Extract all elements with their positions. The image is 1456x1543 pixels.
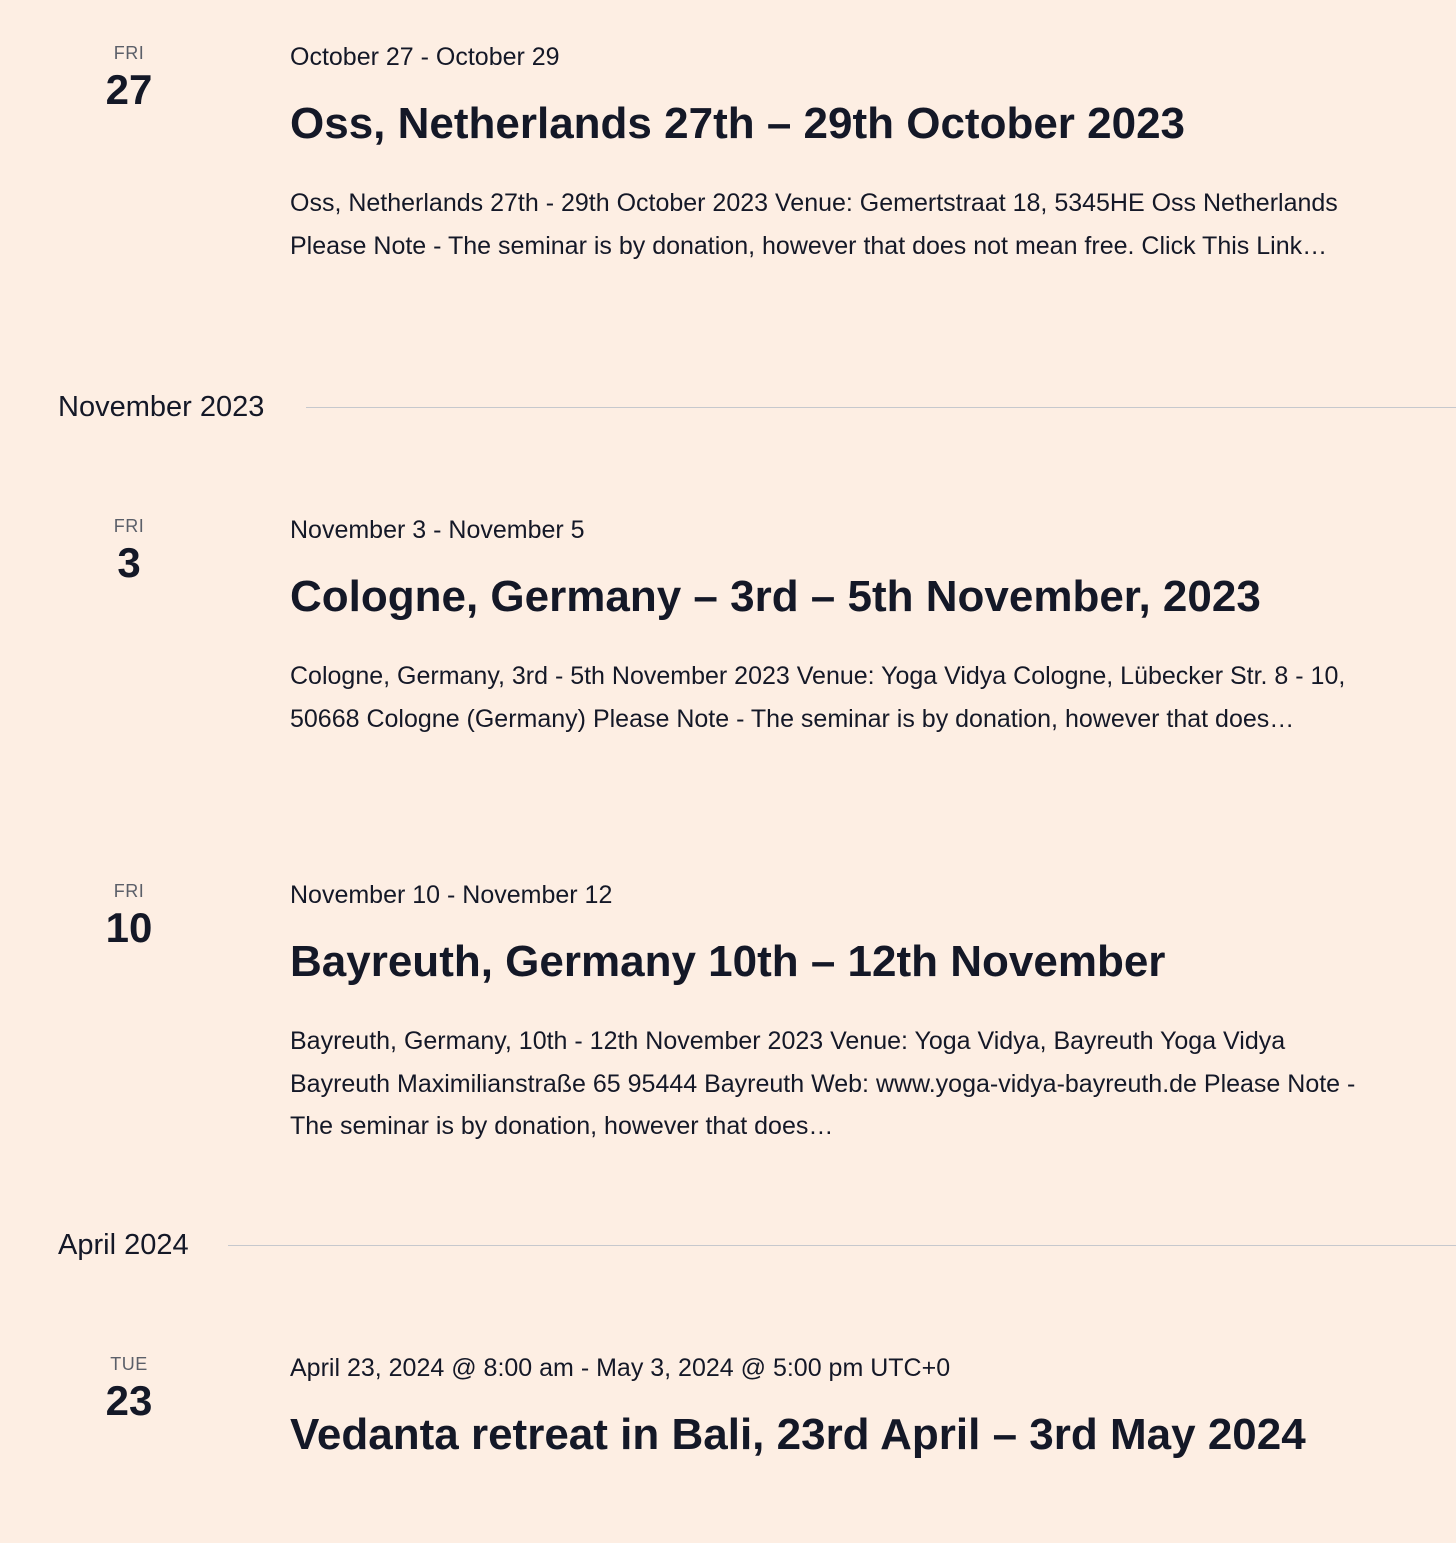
month-separator-line [228, 1245, 1456, 1246]
event-weekday: FRI [113, 516, 145, 536]
event-title-link[interactable]: Bayreuth, Germany 10th – 12th November [290, 937, 1166, 986]
event-date-tag [58, 515, 200, 587]
event-date-tag [58, 880, 200, 952]
month-separator-label: November 2023 [58, 391, 265, 423]
event-details [290, 515, 1380, 740]
month-separator-label: April 2024 [58, 1229, 189, 1261]
event-day-number: 10 [105, 904, 153, 951]
month-separator-line [306, 407, 1456, 408]
event-date-range: April 23, 2024 @ 8:00 am - May 3, 2024 @ 5:00 pm UTC+0 [290, 1354, 951, 1382]
event-title-link[interactable]: Cologne, Germany – 3rd – 5th November, 2023 [290, 572, 1261, 621]
event-date-range: November 3 - November 5 [290, 516, 585, 544]
event-description: Bayreuth, Germany, 10th - 12th November 2023 Venue: Yoga Vidya, Bayreuth Yoga Vidya Bayreuth Maximilianstraße 65 95444 Bayreuth Web: www.yoga-vidya-bayreuth.de Please Note - The seminar is by donation, however that does… [290, 1027, 1356, 1140]
event-date-tag [58, 1353, 200, 1425]
event-details [290, 1353, 1380, 1462]
month-separator [58, 387, 1456, 427]
event-day-number: 3 [117, 539, 141, 586]
event-day-number: 23 [105, 1377, 153, 1424]
event-day-number: 27 [105, 66, 153, 113]
event-details [290, 880, 1380, 1148]
event-date-range: October 27 - October 29 [290, 43, 560, 71]
event-title-link[interactable]: Oss, Netherlands 27th – 29th October 2023 [290, 99, 1186, 148]
event-title-link[interactable]: Vedanta retreat in Bali, 23rd April – 3rd May 2024 [290, 1410, 1306, 1459]
event-date-tag [58, 42, 200, 114]
event-description: Oss, Netherlands 27th - 29th October 2023 Venue: Gemertstraat 18, 5345HE Oss Netherlands Please Note - The seminar is by donation, however that does not mean free. Click This Link… [290, 189, 1338, 260]
month-separator [58, 1225, 1456, 1265]
event-details [290, 42, 1380, 267]
event-description: Cologne, Germany, 3rd - 5th November 2023 Venue: Yoga Vidya Cologne, Lübecker Str. 8 - 10, 50668 Cologne (Germany) Please Note - The seminar is by donation, however that does… [290, 662, 1346, 733]
event-weekday: TUE [110, 1354, 148, 1374]
event-date-range: November 10 - November 12 [290, 881, 613, 909]
event-weekday: FRI [113, 881, 145, 901]
event-weekday: FRI [113, 43, 145, 63]
